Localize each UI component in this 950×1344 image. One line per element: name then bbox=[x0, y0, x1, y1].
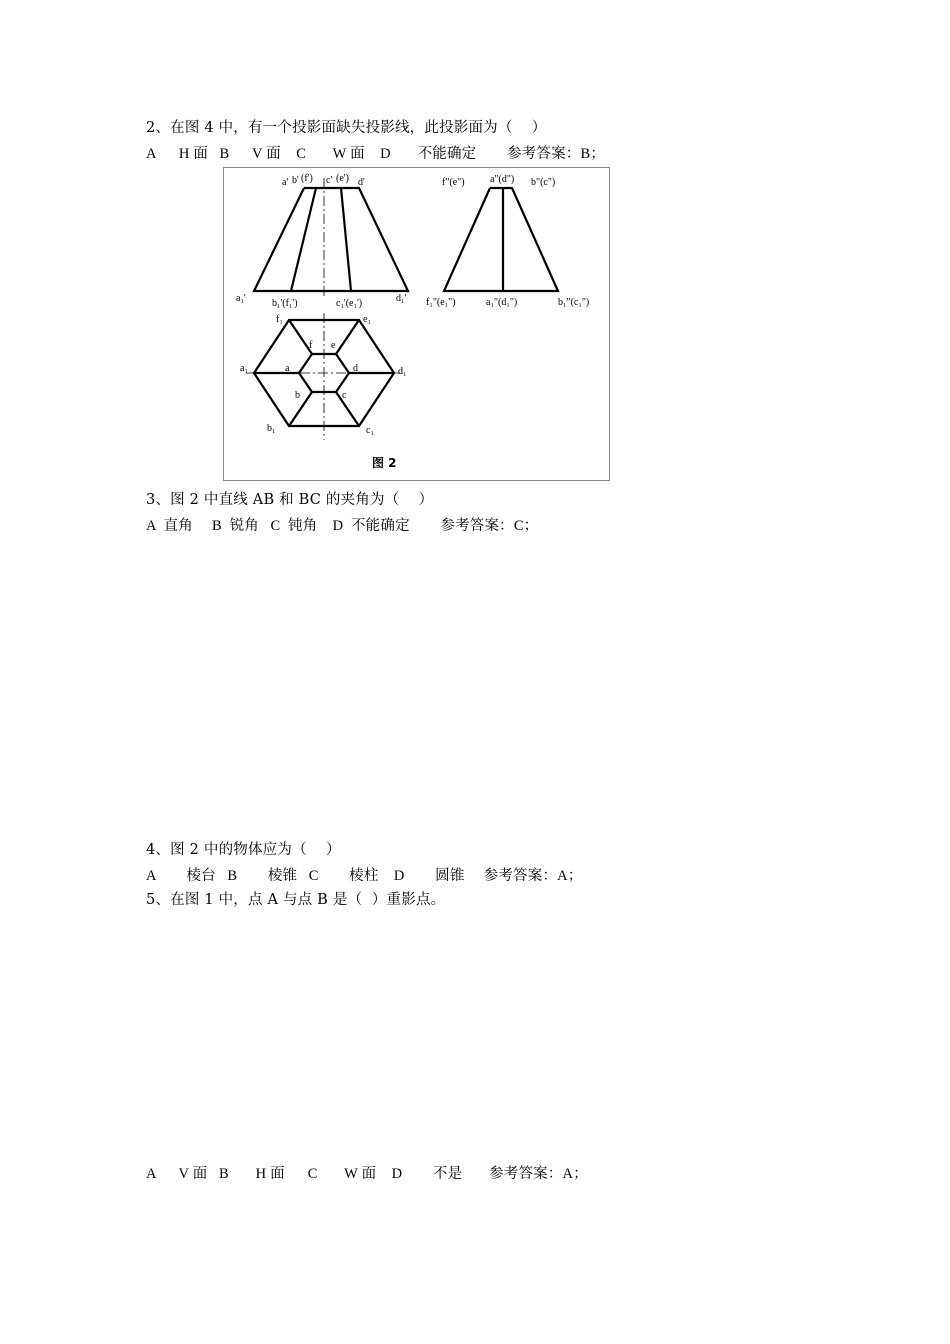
label-e: e bbox=[331, 340, 336, 351]
label-a1-prime: a₁' bbox=[236, 293, 246, 304]
label-b-c-double: b"(c") bbox=[531, 177, 556, 188]
label-b1-c1-double: b₁"(c₁") bbox=[558, 297, 590, 308]
question-4-options: A 棱台 B 棱锥 C 棱柱 D 圆锥 参考答案：A； bbox=[146, 868, 583, 884]
question-2-options: A H 面 B V 面 C W 面 D 不能确定 参考答案：B； bbox=[146, 146, 606, 162]
label-d1: d₁ bbox=[398, 366, 407, 377]
label-c1e1-prime: c₁'(e₁') bbox=[336, 298, 363, 309]
label-c: c bbox=[342, 390, 347, 401]
label-d1-prime: d₁' bbox=[396, 293, 407, 304]
label-a-d-double: a"(d") bbox=[490, 174, 515, 185]
question-5-options: A V 面 B H 面 C W 面 D 不是 参考答案：A； bbox=[146, 1166, 588, 1182]
question-3: 3、图 2 中直线 AB 和 BC 的夹角为（ ） bbox=[146, 492, 434, 508]
label-b: b bbox=[295, 390, 300, 401]
label-a-prime: a' bbox=[282, 177, 289, 188]
label-f1: f₁ bbox=[276, 314, 283, 325]
front-view-edge-c bbox=[341, 188, 351, 291]
projection-diagram bbox=[224, 168, 611, 482]
side-view-outline bbox=[444, 188, 558, 291]
label-c-prime: c' bbox=[326, 175, 333, 186]
label-a: a bbox=[285, 363, 290, 374]
label-a1-d1-double: a₁"(d₁") bbox=[486, 297, 518, 308]
label-e-prime: (e') bbox=[336, 173, 349, 184]
question-2: 2、在图 4 中，有一个投影面缺失投影线，此投影面为（ ） bbox=[146, 120, 547, 136]
question-5: 5、在图 1 中，点 A 与点 B 是（ ）重影点。 bbox=[146, 892, 446, 908]
label-f-prime: (f') bbox=[301, 173, 313, 184]
label-d: d bbox=[353, 363, 358, 374]
label-f1-e1-double: f₁"(e₁") bbox=[426, 297, 456, 308]
front-view-outline bbox=[254, 188, 408, 291]
label-e1: e₁ bbox=[363, 314, 371, 325]
label-b1f1-prime: b₁'(f₁') bbox=[272, 298, 298, 309]
label-c1: c₁ bbox=[366, 425, 374, 436]
label-f-e-double: f"(e") bbox=[442, 177, 465, 188]
front-view-edge-b bbox=[291, 188, 316, 291]
label-d-prime: d' bbox=[358, 177, 365, 188]
question-4: 4、图 2 中的物体应为（ ） bbox=[146, 842, 341, 858]
question-3-options: A 直角 B 锐角 C 钝角 D 不能确定 参考答案：C； bbox=[146, 518, 539, 534]
label-b1: b₁ bbox=[267, 423, 276, 434]
figure-projection-drawing bbox=[223, 167, 610, 481]
label-b-prime: b' bbox=[292, 175, 299, 186]
figure-caption: 图 2 bbox=[372, 456, 397, 470]
label-f: f bbox=[309, 340, 313, 351]
label-a1: a₁ bbox=[240, 363, 248, 374]
